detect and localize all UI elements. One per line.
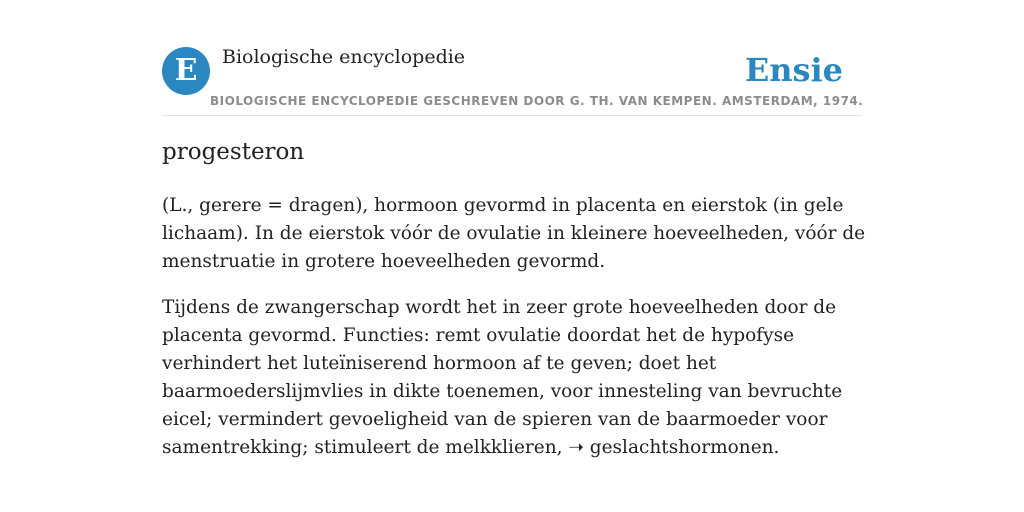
dictionary-subtitle: BIOLOGISCHE ENCYCLOPEDIE GESCHREVEN DOOR G. TH. VAN KEMPEN. AMSTERDAM, 1974.: [210, 94, 864, 108]
definition-paragraph: (L., gerere = dragen), hormoon gevormd in placenta en eierstok (in gele lichaam). In de eierstok vóór de ovulatie in kleinere hoeveelheden, vóór de menstruatie in grotere hoeveelheden gevormd.: [162, 195, 866, 272]
header: [162, 44, 862, 116]
dictionary-title[interactable]: Biologische encyclopedie: [222, 46, 466, 68]
entry-definition: [162, 192, 867, 480]
definition-paragraph: Tijdens de zwangerschap wordt het in zeer grote hoeveelheden door de placenta gevormd. Functies: remt ovulatie doordat het de hypofyse verhindert het luteïniserend hormoon af te geven; doet het baarmoederslijmvlies in dikte toenemen, voor innesteling van bevruchte eicel; vermindert gevoeligheid van de spieren van de baarmoeder voor samentrekking; stimuleert de melkklieren, ➝ geslachtshormonen.: [162, 297, 843, 458]
entry-word: progesteron: [162, 139, 305, 165]
ensie-brand-logo[interactable]: Ensie: [744, 51, 843, 89]
dictionary-logo[interactable]: E: [162, 47, 210, 95]
